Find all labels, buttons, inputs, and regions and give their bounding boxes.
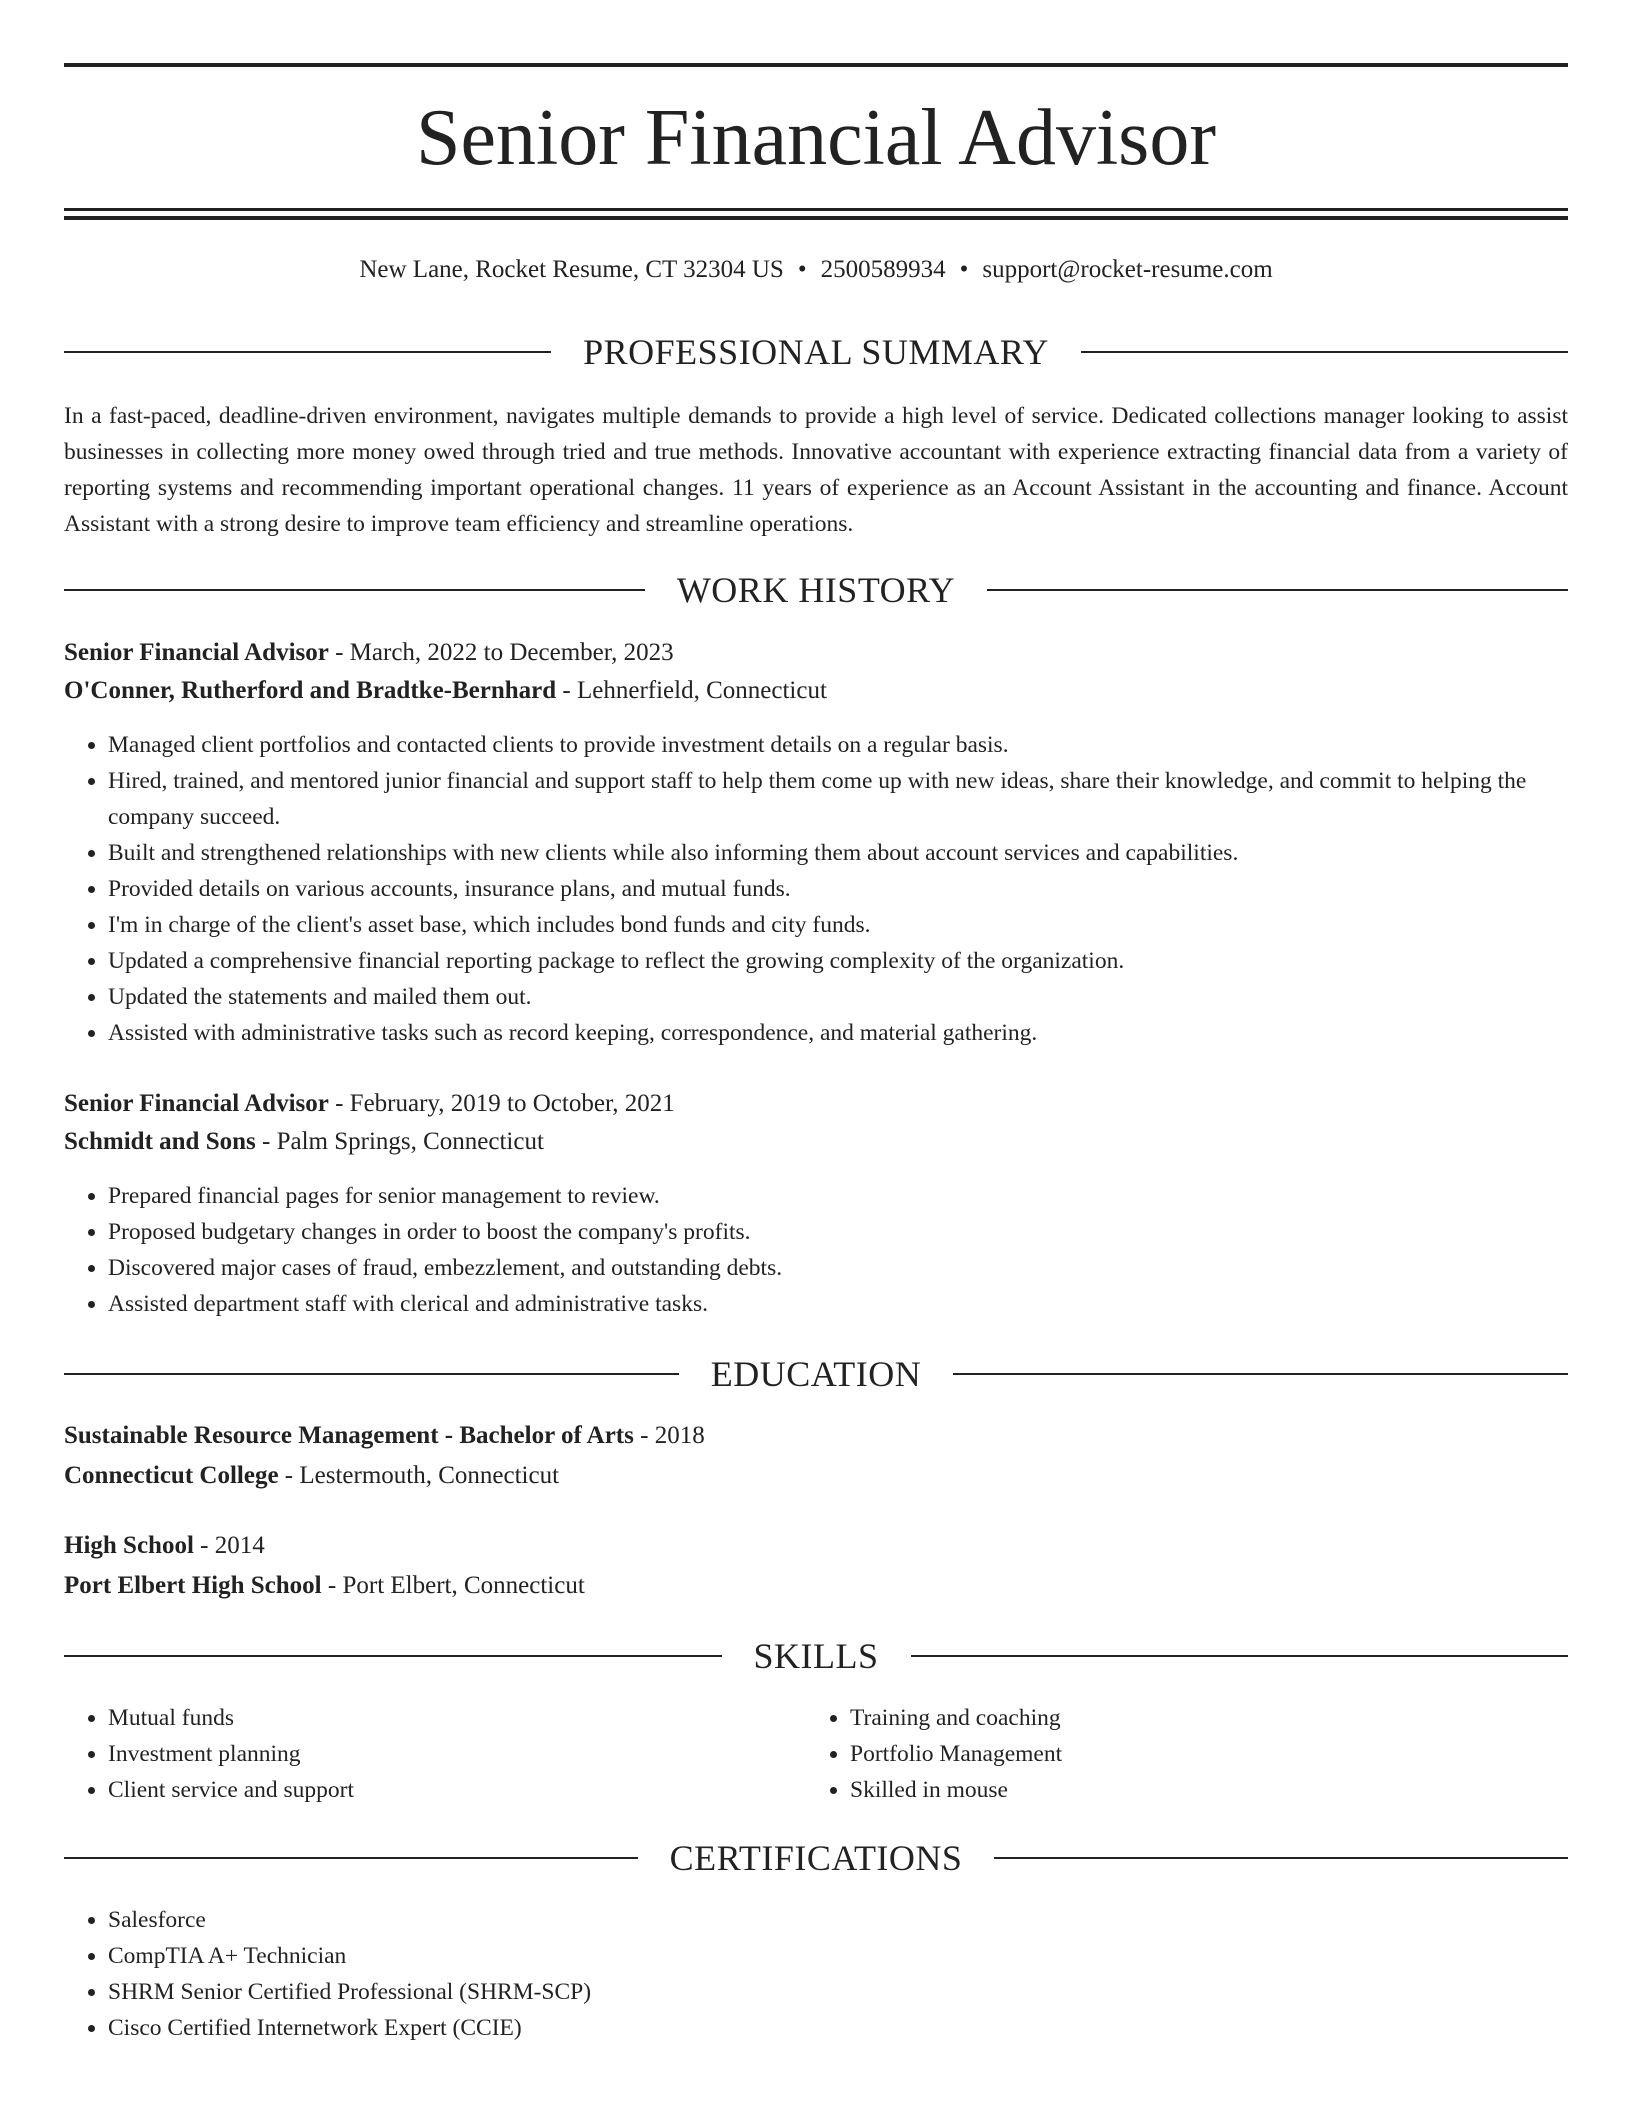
heading-rule bbox=[953, 1373, 1568, 1375]
section-heading-label: SKILLS bbox=[753, 1636, 879, 1676]
section-heading-certifications bbox=[64, 1836, 1568, 1880]
job-title: Senior Financial Advisor bbox=[64, 639, 329, 666]
education-school: Connecticut College bbox=[64, 1462, 279, 1489]
section-heading-education bbox=[64, 1352, 1568, 1396]
job-dates: - March, 2022 to December, 2023 bbox=[328, 639, 674, 666]
skill-item: • Investment planning bbox=[108, 1736, 808, 1772]
education-degree: High School bbox=[64, 1532, 194, 1559]
job-location: - Lehnerfield, Connecticut bbox=[556, 677, 827, 704]
heading-rule bbox=[64, 1857, 638, 1859]
skills-list-left bbox=[64, 1700, 808, 1808]
job-bullet: • Updated a comprehensive financial reporting package to reflect the growing complexity of the organization. bbox=[108, 943, 1568, 979]
certification-item: • SHRM Senior Certified Professional (SHRM-SCP) bbox=[108, 1974, 1568, 2010]
section-heading-label: PROFESSIONAL SUMMARY bbox=[583, 332, 1049, 372]
summary-text: In a fast-paced, deadline-driven environment, navigates multiple demands to provide a high level of service. Dedicated collections manager looking to assist businesses in collecting more money owed through tried and true methods. Innovative accountant with experience extracting financial data from a variety of reporting systems and recommending important operational changes. 11 years of experience as an Account Assistant in the accounting and finance. Account Assistant with a strong desire to improve team efficiency and streamline operations. bbox=[64, 403, 1568, 537]
contact-separator: • bbox=[797, 256, 807, 283]
education-degree: Sustainable Resource Management - Bachelor of Arts bbox=[64, 1422, 634, 1449]
heading-rule bbox=[994, 1857, 1568, 1859]
heading-rule bbox=[64, 589, 645, 591]
education-year: - 2014 bbox=[193, 1532, 265, 1559]
contact-line bbox=[64, 252, 1568, 288]
heading-rule bbox=[1081, 351, 1568, 353]
resume-title: Senior Financial Advisor bbox=[416, 94, 1216, 182]
certification-item: • CompTIA A+ Technician bbox=[108, 1938, 1568, 1974]
certification-item: • Salesforce bbox=[108, 1902, 1568, 1938]
contact-phone: 2500589934 bbox=[820, 256, 946, 283]
section-heading-summary bbox=[64, 330, 1568, 374]
job-company: Schmidt and Sons bbox=[64, 1128, 256, 1155]
job-bullet: • I'm in charge of the client's asset base, which includes bond funds and city funds. bbox=[108, 907, 1568, 943]
job-bullets bbox=[64, 727, 1568, 1051]
heading-rule bbox=[911, 1655, 1569, 1657]
job-company-line bbox=[64, 1124, 1568, 1160]
education-location: - Port Elbert, Connecticut bbox=[321, 1572, 585, 1599]
job-bullet: • Managed client portfolios and contacted clients to provide investment details on a regular basis. bbox=[108, 727, 1568, 763]
skill-item: • Mutual funds bbox=[108, 1700, 808, 1736]
job-bullet: • Discovered major cases of fraud, embezzlement, and outstanding debts. bbox=[108, 1250, 1568, 1286]
skill-item: • Portfolio Management bbox=[850, 1736, 1550, 1772]
heading-rule bbox=[64, 1655, 722, 1657]
skill-item: • Skilled in mouse bbox=[850, 1772, 1550, 1808]
skills-list-right bbox=[806, 1700, 1550, 1808]
title-rule-lower bbox=[64, 216, 1568, 220]
job-bullets bbox=[64, 1178, 1568, 1322]
skill-item: • Training and coaching bbox=[850, 1700, 1550, 1736]
education-school: Port Elbert High School bbox=[64, 1572, 322, 1599]
job-bullet: • Hired, trained, and mentored junior financial and support staff to help them come up with new ideas, share their knowledge, and commit to helping the company succeed. bbox=[108, 763, 1568, 835]
section-heading-label: EDUCATION bbox=[710, 1354, 922, 1394]
job-bullet: • Prepared financial pages for senior management to review. bbox=[108, 1178, 1568, 1214]
top-rule bbox=[64, 63, 1568, 67]
heading-rule bbox=[64, 351, 551, 353]
heading-rule bbox=[64, 1373, 679, 1375]
heading-rule bbox=[987, 589, 1568, 591]
contact-address: New Lane, Rocket Resume, CT 32304 US bbox=[359, 256, 784, 283]
job-bullet: • Assisted with administrative tasks such as record keeping, correspondence, and material gathering. bbox=[108, 1015, 1568, 1051]
certifications-list bbox=[64, 1902, 1568, 2046]
section-heading-label: WORK HISTORY bbox=[676, 570, 956, 610]
job-title-line bbox=[64, 1086, 1568, 1122]
job-bullet: • Provided details on various accounts, insurance plans, and mutual funds. bbox=[108, 871, 1568, 907]
education-degree-line bbox=[64, 1418, 1568, 1454]
job-location: - Palm Springs, Connecticut bbox=[255, 1128, 544, 1155]
section-heading-label: CERTIFICATIONS bbox=[669, 1838, 963, 1878]
contact-email: support@rocket-resume.com bbox=[982, 256, 1273, 283]
education-school-line bbox=[64, 1568, 1568, 1604]
job-dates: - February, 2019 to October, 2021 bbox=[328, 1090, 675, 1117]
certification-item: • Cisco Certified Internetwork Expert (CCIE) bbox=[108, 2010, 1568, 2046]
skill-item: • Client service and support bbox=[108, 1772, 808, 1808]
job-title-line bbox=[64, 635, 1568, 671]
section-heading-work-history bbox=[64, 568, 1568, 612]
job-bullet: • Proposed budgetary changes in order to boost the company's profits. bbox=[108, 1214, 1568, 1250]
contact-separator: • bbox=[959, 256, 969, 283]
job-bullet: • Built and strengthened relationships with new clients while also informing them about account services and capabilities. bbox=[108, 835, 1568, 871]
job-title: Senior Financial Advisor bbox=[64, 1090, 329, 1117]
education-degree-line bbox=[64, 1528, 1568, 1564]
education-year: - 2018 bbox=[633, 1422, 705, 1449]
section-heading-skills bbox=[64, 1634, 1568, 1678]
education-location: - Lestermouth, Connecticut bbox=[278, 1462, 560, 1489]
education-school-line bbox=[64, 1458, 1568, 1494]
title-rule-upper bbox=[64, 208, 1568, 211]
job-bullet: • Assisted department staff with clerical and administrative tasks. bbox=[108, 1286, 1568, 1322]
job-bullet: • Updated the statements and mailed them out. bbox=[108, 979, 1568, 1015]
job-company: O'Conner, Rutherford and Bradtke-Bernhard bbox=[64, 677, 557, 704]
job-company-line bbox=[64, 673, 1568, 709]
